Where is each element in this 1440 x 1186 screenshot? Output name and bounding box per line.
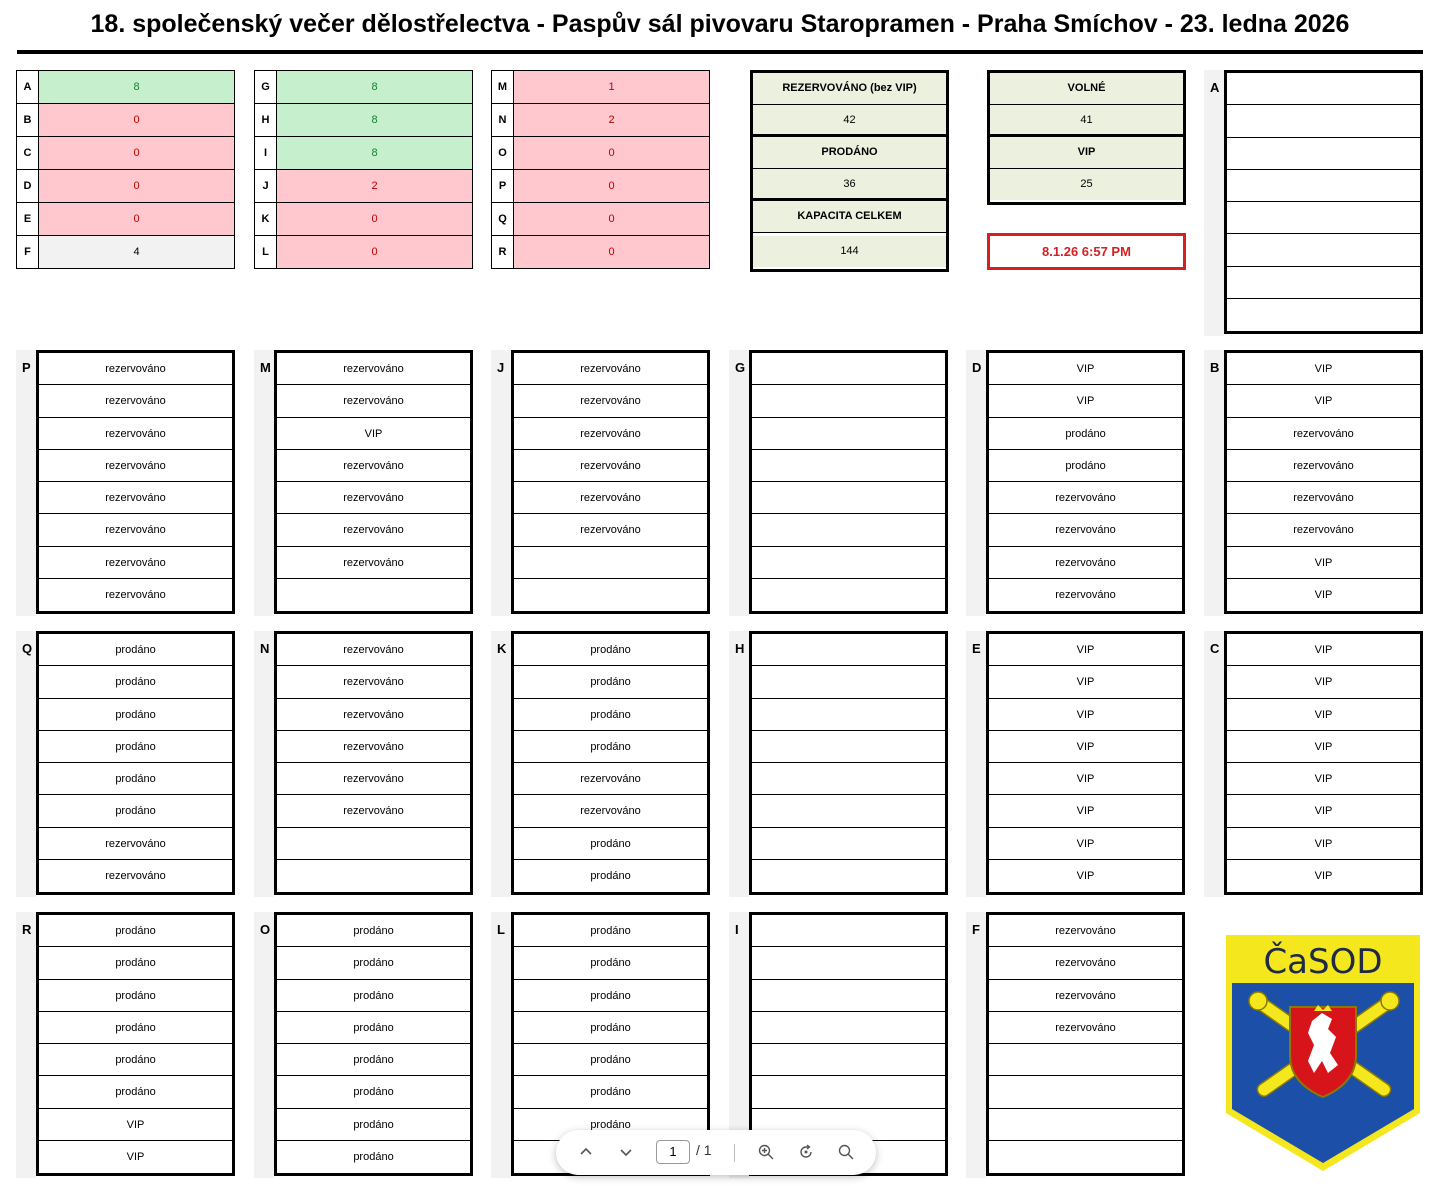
summary-row-count: 0 (277, 236, 472, 269)
seat-cell (752, 763, 945, 795)
seat-cell: VIP (989, 699, 1182, 731)
seat-cell: prodáno (514, 915, 707, 947)
seat-cell (277, 579, 470, 611)
table-label-column (729, 350, 749, 616)
seat-list (36, 631, 235, 895)
seat-cell (1227, 105, 1420, 137)
summary-row-label: Q (492, 203, 514, 236)
seat-cell: VIP (989, 634, 1182, 666)
seat-list (749, 631, 948, 895)
seat-cell: prodáno (514, 980, 707, 1012)
summary-row-count: 1 (514, 71, 709, 104)
seat-cell: rezervováno (277, 666, 470, 698)
summary-table-g-l (254, 70, 473, 269)
summary-row-label: H (255, 104, 277, 137)
seat-cell (1227, 267, 1420, 299)
seat-cell: rezervováno (39, 385, 232, 417)
seat-list (36, 350, 235, 614)
seat-cell (752, 947, 945, 979)
summary-row (492, 203, 709, 236)
summary-row (17, 137, 234, 170)
summary-table-a-f (16, 70, 235, 269)
table-label-column (491, 631, 511, 897)
summary-row (17, 203, 234, 236)
seat-cell: VIP (1227, 828, 1420, 860)
seat-cell (752, 514, 945, 546)
summary-row-label: M (492, 71, 514, 104)
table-letter: R (22, 922, 32, 937)
page-total-label: / 1 (696, 1142, 712, 1158)
table-label-column (254, 912, 274, 1178)
seat-cell (752, 795, 945, 827)
seat-list (986, 912, 1185, 1176)
seating-table-a (1204, 70, 1440, 336)
seating-table-j (491, 350, 728, 616)
table-label-column (1204, 631, 1224, 897)
table-label-column (1204, 70, 1224, 336)
seat-cell: rezervováno (514, 514, 707, 546)
seat-cell: rezervováno (39, 482, 232, 514)
seat-cell (514, 547, 707, 579)
summary-row-label: F (17, 236, 39, 269)
seat-cell (1227, 234, 1420, 266)
seat-cell: prodáno (39, 980, 232, 1012)
table-label-column (966, 631, 986, 897)
seat-cell: VIP (989, 795, 1182, 827)
table-letter: K (497, 641, 507, 656)
seating-table-o (254, 912, 491, 1178)
summary-row-count: 8 (277, 71, 472, 104)
logo-text: ČaSOD (1263, 942, 1383, 982)
summary-row-count: 0 (277, 203, 472, 236)
seat-cell: rezervováno (1227, 514, 1420, 546)
seat-cell: rezervováno (514, 450, 707, 482)
seating-table-p (16, 350, 253, 616)
seat-cell: prodáno (39, 795, 232, 827)
seat-cell (1227, 138, 1420, 170)
seat-cell: rezervováno (277, 385, 470, 417)
seating-table-d (966, 350, 1203, 616)
timestamp-badge: 8.1.26 6:57 PM (987, 233, 1186, 270)
seating-table-q (16, 631, 253, 897)
summary-row-label: K (255, 203, 277, 236)
seat-list (749, 350, 948, 614)
seat-cell (752, 418, 945, 450)
seat-cell (1227, 73, 1420, 105)
seat-cell: rezervováno (989, 547, 1182, 579)
summary-row-label: B (17, 104, 39, 137)
seat-cell: rezervováno (277, 547, 470, 579)
seat-cell: rezervováno (39, 828, 232, 860)
seat-cell: VIP (989, 666, 1182, 698)
seat-cell (752, 1076, 945, 1108)
summary-row-label: C (17, 137, 39, 170)
seat-cell (752, 915, 945, 947)
seat-cell: prodáno (277, 947, 470, 979)
stats-reserved-sold-capacity (750, 70, 949, 272)
seat-cell: rezervováno (514, 418, 707, 450)
summary-row-label: G (255, 71, 277, 104)
seat-cell: prodáno (39, 763, 232, 795)
seat-cell: prodáno (277, 1076, 470, 1108)
seat-cell: rezervováno (277, 699, 470, 731)
summary-row-count: 0 (514, 170, 709, 203)
seat-cell: rezervováno (514, 763, 707, 795)
title-divider (17, 50, 1423, 54)
summary-row (17, 71, 234, 104)
summary-row-label: O (492, 137, 514, 170)
seat-cell (752, 731, 945, 763)
chevron-down-icon[interactable] (612, 1138, 640, 1166)
seat-cell: VIP (1227, 547, 1420, 579)
capacity-label: KAPACITA CELKEM (753, 201, 946, 233)
seat-list (274, 631, 473, 895)
seat-cell: prodáno (514, 1012, 707, 1044)
seat-list (36, 912, 235, 1176)
summary-row-label: I (255, 137, 277, 170)
seat-cell: prodáno (39, 699, 232, 731)
seat-cell: VIP (277, 418, 470, 450)
table-letter: N (260, 641, 270, 656)
seat-cell (752, 450, 945, 482)
summary-row (492, 137, 709, 170)
seating-table-e (966, 631, 1203, 897)
seat-cell: prodáno (989, 450, 1182, 482)
seat-cell: VIP (1227, 634, 1420, 666)
seat-cell: rezervováno (989, 947, 1182, 979)
seating-table-k (491, 631, 728, 897)
table-label-column (16, 631, 36, 897)
seat-cell (1227, 170, 1420, 202)
summary-row-count: 2 (514, 104, 709, 137)
summary-row (255, 170, 472, 203)
seat-cell (752, 1012, 945, 1044)
seat-list (1224, 350, 1423, 614)
seat-cell: prodáno (39, 915, 232, 947)
search-icon[interactable] (832, 1138, 860, 1166)
table-letter: J (497, 360, 505, 375)
seat-list (511, 350, 710, 614)
free-label: VOLNÉ (990, 73, 1183, 105)
table-letter: I (735, 922, 739, 937)
seating-table-n (254, 631, 491, 897)
reserved-value: 42 (753, 105, 946, 137)
table-letter: A (1210, 80, 1220, 95)
table-letter: H (735, 641, 745, 656)
seat-cell: prodáno (514, 1076, 707, 1108)
seat-cell: VIP (1227, 385, 1420, 417)
page-title: 18. společenský večer dělostřelectva - Paspův sál pivovaru Staropramen - Praha Smíchov - 23. ledna 2026 (90, 10, 1350, 38)
seat-cell: prodáno (277, 1044, 470, 1076)
seat-cell: VIP (126, 1150, 145, 1163)
stats-free-vip (987, 70, 1186, 205)
seat-list (1224, 631, 1423, 895)
summary-row-count: 0 (39, 203, 234, 236)
seat-cell: rezervováno (39, 450, 232, 482)
seat-cell: prodáno (989, 418, 1182, 450)
summary-row (17, 170, 234, 203)
seat-cell: prodáno (514, 1044, 707, 1076)
seating-table-b (1204, 350, 1440, 616)
summary-row (17, 236, 234, 269)
seat-cell: rezervováno (989, 915, 1182, 947)
summary-table-m-r (491, 70, 710, 269)
seat-cell: rezervováno (277, 450, 470, 482)
summary-row-count: 0 (514, 236, 709, 269)
seat-cell: prodáno (514, 1109, 707, 1141)
chevron-up-icon[interactable] (572, 1138, 600, 1166)
summary-row (255, 203, 472, 236)
seat-cell: rezervováno (277, 634, 470, 666)
seat-cell: rezervováno (514, 353, 707, 385)
table-letter: P (22, 360, 31, 375)
table-letter: B (1210, 360, 1220, 375)
seat-cell: rezervováno (277, 763, 470, 795)
table-label-column (254, 350, 274, 616)
summary-row-label: R (492, 236, 514, 269)
seat-cell: rezervováno (277, 731, 470, 763)
seating-table-g (729, 350, 966, 616)
seat-cell: prodáno (590, 869, 631, 882)
seat-cell (752, 699, 945, 731)
seat-cell: rezervováno (1227, 450, 1420, 482)
seat-list (511, 631, 710, 895)
seat-cell: prodáno (514, 699, 707, 731)
seat-cell (277, 828, 470, 860)
seat-cell (989, 1141, 1182, 1173)
seating-table-m (254, 350, 491, 616)
seat-cell: prodáno (277, 1012, 470, 1044)
table-label-column (254, 631, 274, 897)
summary-row-label: L (255, 236, 277, 269)
seat-cell: prodáno (39, 947, 232, 979)
seating-table-r (16, 912, 253, 1178)
seat-cell: rezervováno (1227, 482, 1420, 514)
summary-row (255, 71, 472, 104)
seat-cell: prodáno (514, 828, 707, 860)
seat-cell: prodáno (39, 731, 232, 763)
seat-cell: prodáno (514, 666, 707, 698)
summary-row (492, 104, 709, 137)
vip-value: 25 (990, 169, 1183, 200)
table-label-column (16, 912, 36, 1178)
seat-cell: prodáno (353, 1150, 394, 1163)
seat-cell: prodáno (277, 980, 470, 1012)
toolbar-divider (734, 1144, 735, 1162)
seat-cell (752, 666, 945, 698)
seat-list (986, 350, 1185, 614)
seat-cell (277, 860, 470, 892)
seat-cell: prodáno (514, 731, 707, 763)
vip-label: VIP (990, 137, 1183, 169)
seat-cell: rezervováno (277, 795, 470, 827)
seat-cell: rezervováno (105, 588, 166, 601)
seat-cell: VIP (1314, 588, 1333, 601)
table-letter: E (972, 641, 981, 656)
table-label-column (491, 350, 511, 616)
page-number-input[interactable]: 1 (656, 1140, 690, 1164)
summary-row (17, 104, 234, 137)
seat-cell: prodáno (39, 1012, 232, 1044)
seat-cell: VIP (989, 731, 1182, 763)
summary-row-count: 4 (39, 236, 234, 269)
summary-row-count: 0 (39, 170, 234, 203)
seat-cell (752, 828, 945, 860)
summary-row-count: 0 (514, 137, 709, 170)
seat-cell (514, 579, 707, 611)
seat-cell: rezervováno (39, 514, 232, 546)
seat-cell: VIP (1227, 763, 1420, 795)
seat-cell: rezervováno (989, 980, 1182, 1012)
seat-cell (752, 547, 945, 579)
seat-cell (752, 579, 945, 611)
seat-cell: VIP (1076, 869, 1095, 882)
seat-cell (1227, 202, 1420, 234)
seat-cell: VIP (1227, 353, 1420, 385)
summary-row-count: 8 (277, 137, 472, 170)
summary-row-label: D (17, 170, 39, 203)
seat-cell (752, 980, 945, 1012)
table-letter: L (497, 922, 505, 937)
table-label-column (16, 350, 36, 616)
seat-cell: VIP (1314, 869, 1333, 882)
seat-cell: VIP (989, 828, 1182, 860)
seat-cell: prodáno (277, 1109, 470, 1141)
summary-row (255, 137, 472, 170)
table-label-column (966, 912, 986, 1178)
seat-cell (989, 1044, 1182, 1076)
seat-cell: rezervováno (989, 1012, 1182, 1044)
seat-cell: prodáno (39, 666, 232, 698)
seat-list (1224, 70, 1423, 334)
seat-cell: VIP (989, 385, 1182, 417)
seat-cell: rezervováno (1227, 418, 1420, 450)
seat-cell: rezervováno (514, 482, 707, 514)
seat-cell: prodáno (39, 1076, 232, 1108)
seat-cell (1227, 299, 1420, 331)
seat-cell (752, 634, 945, 666)
summary-row (492, 236, 709, 269)
seat-cell: rezervováno (277, 482, 470, 514)
summary-row-count: 0 (39, 104, 234, 137)
summary-row-count: 0 (514, 203, 709, 236)
summary-row-count: 8 (39, 71, 234, 104)
seating-table-c (1204, 631, 1440, 897)
seat-cell: rezervováno (277, 514, 470, 546)
seat-cell: rezervováno (1055, 588, 1116, 601)
seat-cell: VIP (989, 353, 1182, 385)
seat-cell (989, 1076, 1182, 1108)
seat-cell: rezervováno (989, 514, 1182, 546)
seat-cell (752, 860, 945, 892)
seat-cell: prodáno (39, 1044, 232, 1076)
seat-cell (752, 1044, 945, 1076)
seat-cell: rezervováno (39, 418, 232, 450)
summary-row-label: P (492, 170, 514, 203)
table-letter: Q (22, 641, 33, 656)
seat-list (274, 912, 473, 1176)
summary-row (255, 236, 472, 269)
seat-cell: rezervováno (989, 482, 1182, 514)
summary-row-label: A (17, 71, 39, 104)
seat-cell: prodáno (514, 634, 707, 666)
seat-cell: rezervováno (514, 385, 707, 417)
reserved-label: REZERVOVÁNO (bez VIP) (753, 73, 946, 105)
summary-row-label: N (492, 104, 514, 137)
table-letter: D (972, 360, 982, 375)
free-value: 41 (990, 105, 1183, 137)
seat-cell: rezervováno (514, 795, 707, 827)
seat-list (274, 350, 473, 614)
seat-cell: VIP (1227, 795, 1420, 827)
summary-row-count: 8 (277, 104, 472, 137)
sold-value: 36 (753, 169, 946, 201)
table-letter: O (260, 922, 271, 937)
seat-cell: rezervováno (39, 547, 232, 579)
seat-cell (989, 1109, 1182, 1141)
casod-logo (1224, 933, 1422, 1173)
seat-cell: rezervováno (277, 353, 470, 385)
seat-cell (752, 385, 945, 417)
sold-label: PRODÁNO (753, 137, 946, 169)
seat-cell (752, 353, 945, 385)
summary-row-count: 0 (39, 137, 234, 170)
summary-row-label: E (17, 203, 39, 236)
seat-cell: prodáno (39, 634, 232, 666)
seat-cell: prodáno (277, 915, 470, 947)
table-label-column (491, 912, 511, 1178)
seat-list (986, 631, 1185, 895)
table-label-column (729, 631, 749, 897)
table-label-column (1204, 350, 1224, 616)
seat-cell (752, 482, 945, 514)
summary-row (492, 71, 709, 104)
rotate-icon[interactable] (792, 1138, 820, 1166)
seat-cell: VIP (1227, 666, 1420, 698)
seat-cell: rezervováno (105, 869, 166, 882)
table-letter: M (260, 360, 271, 375)
table-letter: G (735, 360, 746, 375)
seat-cell: VIP (1227, 699, 1420, 731)
pdf-viewer-toolbar (556, 1130, 876, 1175)
table-label-column (966, 350, 986, 616)
summary-row-count: 2 (277, 170, 472, 203)
seating-table-h (729, 631, 966, 897)
seat-cell: VIP (39, 1109, 232, 1141)
seat-cell: prodáno (514, 947, 707, 979)
seating-table-f (966, 912, 1203, 1178)
zoom-in-icon[interactable] (752, 1138, 780, 1166)
table-letter: C (1210, 641, 1220, 656)
seat-cell: VIP (989, 763, 1182, 795)
summary-row (492, 170, 709, 203)
summary-row-label: J (255, 170, 277, 203)
seat-cell: rezervováno (39, 353, 232, 385)
capacity-value: 144 (753, 236, 946, 267)
seat-cell: VIP (1227, 731, 1420, 763)
summary-row (255, 104, 472, 137)
table-letter: F (972, 922, 980, 937)
